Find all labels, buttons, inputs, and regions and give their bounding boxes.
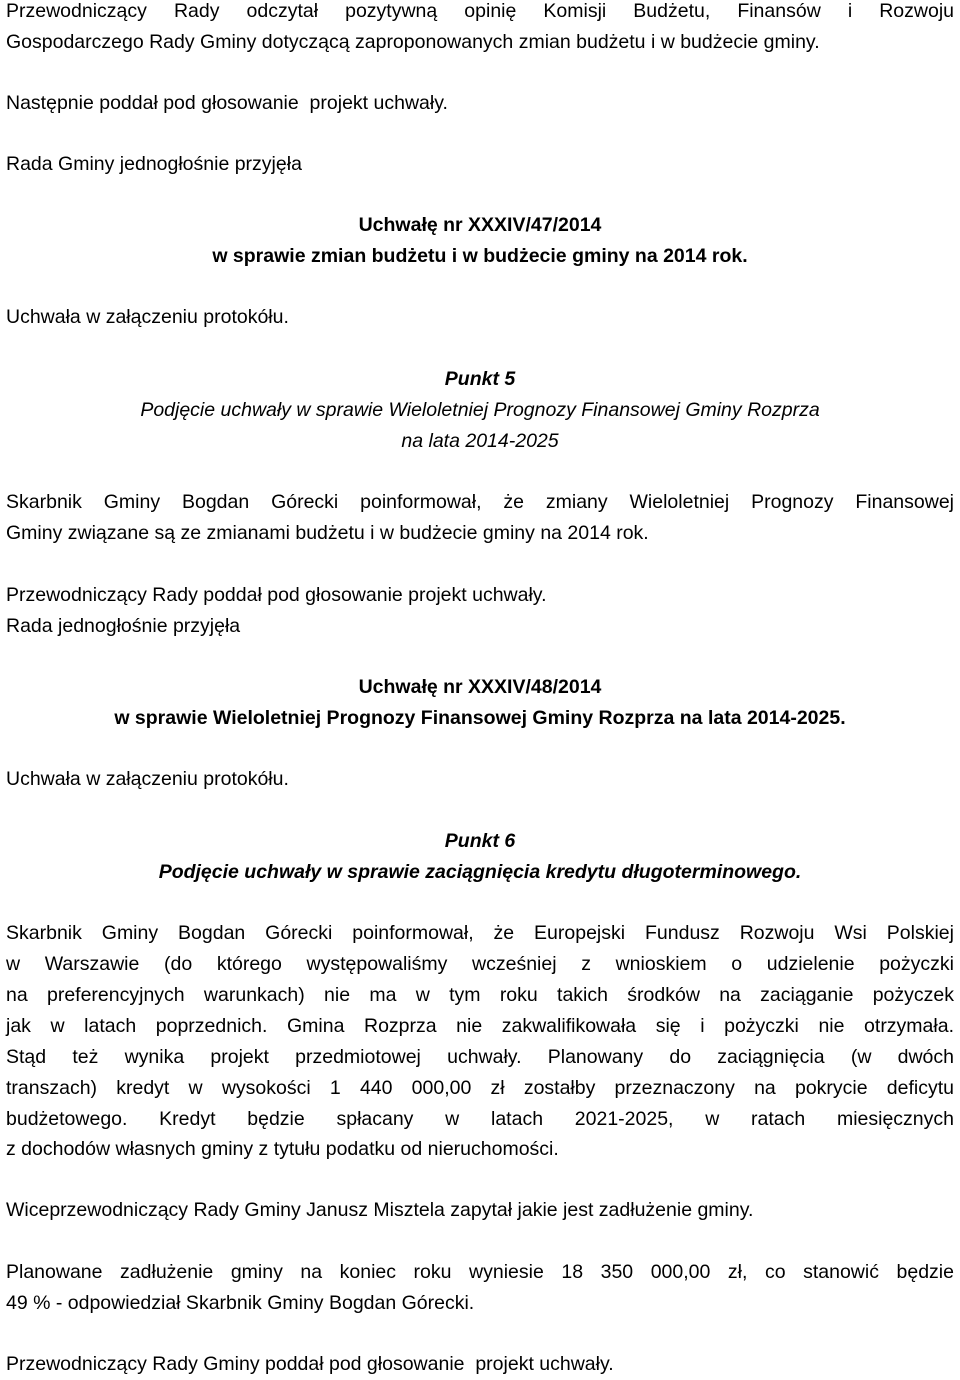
point-5-body-line-2: Gminy związane są ze zmianami budżetu i w budżecie gminy na 2014 rok. <box>6 522 649 544</box>
point-6-title: Podjęcie uchwały w sprawie zaciągnięcia kredytu długoterminowego. <box>158 861 802 883</box>
resolution-1-attachment: Uchwała w załączeniu protokółu. <box>6 306 289 328</box>
resolution-1-subject: w sprawie zmian budżetu i w budżecie gminy na 2014 rok. <box>212 245 748 267</box>
point-6-body-line-5: Stąd też wynika projekt przedmiotowej uchwały. Planowany do zaciągnięcia (w dwóch <box>6 1046 954 1068</box>
resolution-2-subject: w sprawie Wieloletniej Prognozy Finansowej Gminy Rozprza na lata 2014-2025. <box>114 707 846 729</box>
intro-line-3: Następnie poddał pod głosowanie projekt uchwały. <box>6 92 448 114</box>
resolution-2-attachment: Uchwała w załączeniu protokółu. <box>6 768 289 790</box>
resolution-1-number: Uchwałę nr XXXIV/47/2014 <box>358 214 602 236</box>
point-6-final-vote: Przewodniczący Rady Gminy poddał pod głosowanie projekt uchwały. <box>6 1353 614 1375</box>
resolution-2-number: Uchwałę nr XXXIV/48/2014 <box>358 676 602 698</box>
intro-line-1: Przewodniczący Rady odczytał pozytywną opinię Komisji Budżetu, Finansów i Rozwoju <box>6 0 954 22</box>
point-6-body-line-1: Skarbnik Gminy Bogdan Górecki poinformował, że Europejski Fundusz Rozwoju Wsi Polskiej <box>6 922 954 944</box>
point-6-body-line-4: jak w latach poprzednich. Gmina Rozprza nie zakwalifikowała się i pożyczki nie otrzymała. <box>6 1015 954 1037</box>
point-5-heading: Punkt 5 <box>444 368 516 390</box>
point-6-question: Wiceprzewodniczący Rady Gminy Janusz Misztela zapytał jakie jest zadłużenie gminy. <box>6 1199 754 1221</box>
intro-line-2: Gospodarczego Rady Gminy dotyczącą zaproponowanych zmian budżetu i w budżecie gminy. <box>6 31 820 53</box>
point-5-vote-line-2: Rada jednogłośnie przyjęła <box>6 615 241 637</box>
point-5-body-line-1: Skarbnik Gminy Bogdan Górecki poinformował, że zmiany Wieloletniej Prognozy Finansowej <box>6 491 954 513</box>
point-5-vote-line-1: Przewodniczący Rady poddał pod głosowanie projekt uchwały. <box>6 584 547 606</box>
point-6-answer-line-2: 49 % - odpowiedział Skarbnik Gminy Bogdan Górecki. <box>6 1292 475 1314</box>
point-6-body-line-3: na preferencyjnych warunkach) nie ma w tym roku takich środków na zaciąganie pożyczek <box>6 984 954 1006</box>
point-6-body-line-8: z dochodów własnych gminy z tytułu podatku od nieruchomości. <box>6 1138 559 1160</box>
point-6-body-line-6: transzach) kredyt w wysokości 1 440 000,00 zł zostałby przeznaczony na pokrycie deficytu <box>6 1077 954 1099</box>
point-6-heading: Punkt 6 <box>444 830 516 852</box>
point-5-title-line-2: na lata 2014-2025 <box>401 430 559 452</box>
point-6-body-line-7: budżetowego. Kredyt będzie spłacany w latach 2021-2025, w ratach miesięcznych <box>6 1108 954 1130</box>
point-6-body-line-2: w Warszawie (do którego występowaliśmy wcześniej z wnioskiem o udzielenie pożyczki <box>6 953 954 975</box>
intro-line-4: Rada Gminy jednogłośnie przyjęła <box>6 153 302 175</box>
point-6-answer-line-1: Planowane zadłużenie gminy na koniec roku wyniesie 18 350 000,00 zł, co stanowić będzie <box>6 1261 954 1283</box>
point-5-title-line-1: Podjęcie uchwały w sprawie Wieloletniej Prognozy Finansowej Gminy Rozprza <box>140 399 820 421</box>
